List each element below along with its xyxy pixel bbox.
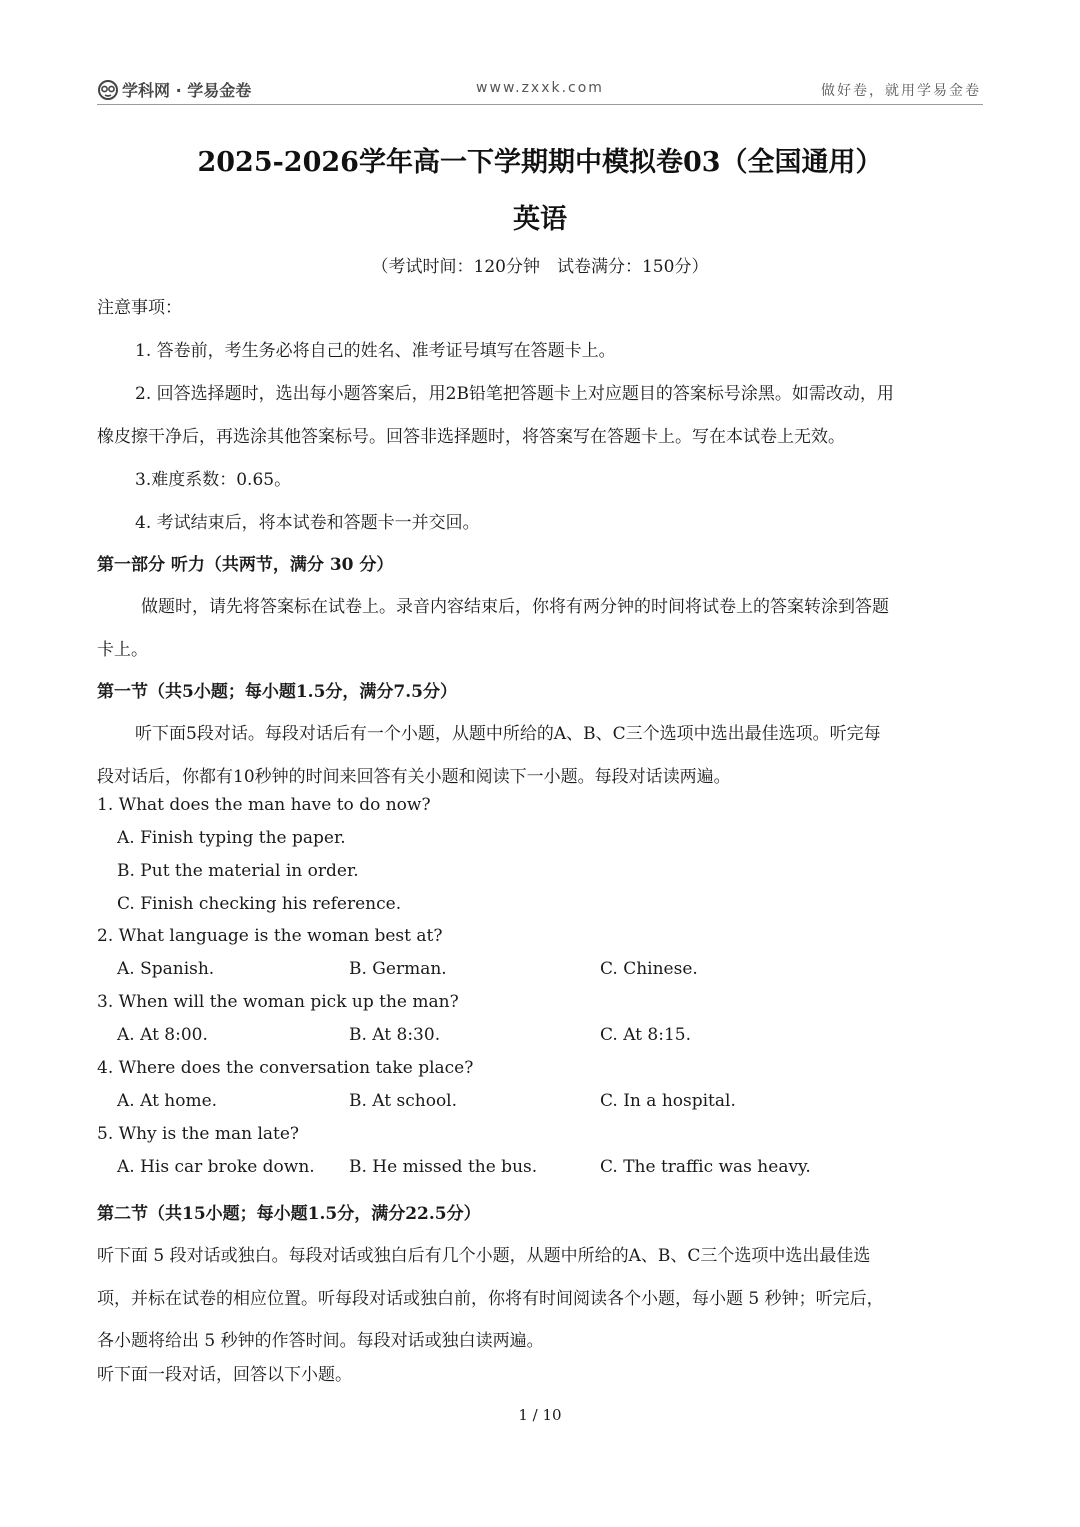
section2-heading: 第二节（共15小题；每小题1.5分，满分22.5分）	[97, 1204, 481, 1224]
section2-intro-continuation: 项，并标在试卷的相应位置。听每段对话或独白前，你将有时间阅读各个小题，每小题 5 秒钟；听完后，	[97, 1289, 884, 1309]
section2-instruction: 听下面一段对话，回答以下小题。	[97, 1365, 352, 1385]
option-c: C. Finish checking his reference.	[117, 894, 402, 914]
note-item: 3.难度系数：0.65。	[135, 470, 292, 490]
notes-heading: 注意事项：	[97, 298, 182, 318]
note-item-continuation: 橡皮擦干净后，再选涂其他答案标号。回答非选择题时，将答案写在答题卡上。写在本试卷上无效。	[97, 427, 845, 447]
option-c: C. At 8:15.	[600, 1025, 692, 1045]
section1-intro: 听下面5段对话。每段对话后有一个小题，从题中所给的A、B、C三个选项中选出最佳选项。听完每	[135, 724, 881, 744]
option-c: C. The traffic was heavy.	[600, 1157, 811, 1177]
option-b: B. Put the material in order.	[117, 861, 359, 881]
option-b: B. He missed the bus.	[349, 1157, 538, 1177]
header-slogan: 做好卷，就用学易金卷	[821, 83, 981, 99]
section1-heading: 第一节（共5小题；每小题1.5分，满分7.5分）	[97, 682, 457, 702]
exam-info: （考试时间：120分钟 试卷满分：150分）	[371, 257, 709, 277]
note-item: 1. 答卷前，考生务必将自己的姓名、准考证号填写在答题卡上。	[135, 341, 616, 361]
option-b: B. At school.	[349, 1091, 458, 1111]
option-a: A. At home.	[117, 1091, 218, 1111]
option-a: A. Spanish.	[117, 959, 215, 979]
question-text: 3. When will the woman pick up the man?	[97, 992, 459, 1012]
page-header	[97, 76, 983, 105]
note-item: 2. 回答选择题时，选出每小题答案后，用2B铅笔把答题卡上对应题目的答案标号涂黑。如需改动，用	[135, 384, 894, 404]
site-url: www.zxxk.com	[476, 80, 604, 96]
brand-name: 学科网 · 学易金卷	[122, 80, 252, 100]
option-b: B. German.	[349, 959, 447, 979]
option-a: A. At 8:00.	[117, 1025, 208, 1045]
page-number: 1 / 10	[518, 1406, 562, 1424]
exam-title: 2025-2026学年高一下学期期中模拟卷03（全国通用）	[197, 147, 883, 178]
section2-intro: 听下面 5 段对话或独白。每段对话或独白后有几个小题，从题中所给的A、B、C三个选项中选出最佳选	[97, 1246, 871, 1266]
question-text: 1. What does the man have to do now?	[97, 795, 431, 815]
question-text: 4. Where does the conversation take place?	[97, 1058, 474, 1078]
section1-intro-continuation: 段对话后，你都有10秒钟的时间来回答有关小题和阅读下一小题。每段对话读两遍。	[97, 767, 731, 787]
option-a: A. His car broke down.	[117, 1157, 315, 1177]
option-a: A. Finish typing the paper.	[117, 828, 346, 848]
option-c: C. In a hospital.	[600, 1091, 736, 1111]
part1-heading: 第一部分 听力（共两节，满分 30 分）	[97, 555, 394, 575]
option-c: C. Chinese.	[600, 959, 698, 979]
question-text: 2. What language is the woman best at?	[97, 926, 443, 946]
part1-intro-continuation: 卡上。	[97, 640, 148, 660]
note-item: 4. 考试结束后，将本试卷和答题卡一并交回。	[135, 513, 480, 533]
question-text: 5. Why is the man late?	[97, 1124, 300, 1144]
section2-intro-continuation: 各小题将给出 5 秒钟的作答时间。每段对话或独白读两遍。	[97, 1331, 544, 1351]
exam-subject: 英语	[513, 204, 567, 235]
option-b: B. At 8:30.	[349, 1025, 441, 1045]
part1-intro: 做题时，请先将答案标在试卷上。录音内容结束后，你将有两分钟的时间将试卷上的答案转涂到答题	[141, 597, 889, 617]
